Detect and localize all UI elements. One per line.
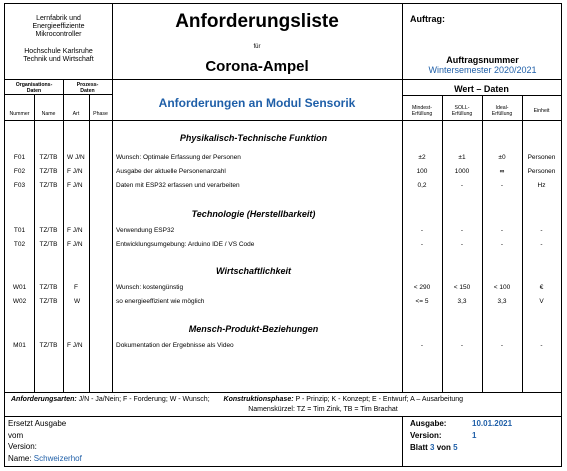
col-mindest: Mindest- Erfüllung: [411, 105, 433, 117]
version-value: 1: [472, 431, 477, 440]
row-ideal: -: [500, 241, 504, 248]
auftragsnummer-label: Auftragsnummer: [446, 55, 519, 65]
row-ideal: ∞: [499, 168, 505, 175]
row-name: TZ/TB: [39, 168, 58, 175]
row-soll: < 150: [453, 284, 471, 291]
row-name: TZ/TB: [39, 342, 58, 349]
org-line: Energieeffiziente: [32, 23, 85, 30]
fuer-label: für: [253, 44, 261, 50]
row-min: -: [420, 241, 424, 248]
namenskuerzel: Namenskürzel: TZ = Tim Zink, TB = Tim Brachat: [248, 406, 398, 413]
wert-daten-header: Wert – Daten: [454, 84, 509, 94]
row-nr: F01: [13, 154, 26, 161]
row-text: Wunsch: Optimale Erfassung der Personen: [116, 154, 241, 161]
row-name: TZ/TB: [39, 227, 58, 234]
row-art: W J/N: [67, 154, 85, 161]
row-ideal: 3,3: [497, 298, 507, 305]
blatt-line: Blatt 3 von 5: [410, 443, 458, 452]
page-title: Anforderungsliste: [175, 11, 339, 32]
version-label-left: Version:: [8, 442, 37, 451]
row-text: Wunsch: kostengünstig: [116, 284, 184, 291]
row-name: TZ/TB: [39, 154, 58, 161]
row-art: F J/N: [67, 342, 83, 349]
version-line: Version: 1: [410, 431, 477, 440]
row-ideal: -: [500, 227, 504, 234]
ausgabe-line: Ausgabe: 10.01.2021: [410, 419, 513, 428]
row-name: TZ/TB: [39, 284, 58, 291]
row-soll: -: [460, 227, 464, 234]
requirements-sheet: [4, 3, 562, 467]
row-soll: 3,3: [457, 298, 467, 305]
row-min: 0,2: [417, 182, 427, 189]
row-nr: T01: [13, 227, 26, 234]
row-text: Ausgabe der aktuelle Personenanzahl: [116, 168, 226, 175]
col-nummer: Nummer: [9, 111, 30, 117]
row-nr: T02: [13, 241, 26, 248]
phase-text: P - Prinzip; K - Konzept; E - Entwurf; A – Ausarbeitung: [293, 396, 464, 403]
col-ideal: Ideal- Erfüllung: [491, 105, 513, 117]
footer-right: [410, 418, 512, 454]
row-soll: ±1: [458, 154, 466, 161]
row-min: -: [420, 342, 424, 349]
row-text: Daten mit ESP32 erfassen und verarbeiten: [116, 182, 240, 189]
row-min: ±2: [418, 154, 426, 161]
col-phase: Phase: [93, 111, 108, 117]
row-text: Dokumentation der Ergebnisse als Video: [116, 342, 234, 349]
row-soll: 1000: [454, 168, 470, 175]
section-title: Physikalisch-Technische Funktion: [179, 133, 328, 143]
row-unit: V: [539, 298, 544, 305]
row-unit: -: [540, 342, 543, 349]
row-nr: W02: [12, 298, 27, 305]
section-title: Wirtschaftlichkeit: [216, 266, 291, 276]
row-text: Verwendung ESP32: [116, 227, 175, 234]
row-unit: Personen: [527, 154, 556, 161]
row-nr: F02: [13, 168, 26, 175]
blatt-value: 3: [430, 443, 435, 452]
legend-line-1: [11, 395, 463, 404]
row-min: <= 5: [415, 298, 429, 305]
org-line: Mikrocontroller: [35, 31, 82, 38]
row-min: -: [420, 227, 424, 234]
school-line: Hochschule Karlsruhe: [24, 48, 93, 55]
row-name: TZ/TB: [39, 298, 58, 305]
auftrag-label: Auftrag:: [410, 14, 445, 24]
row-art: F J/N: [67, 227, 83, 234]
section-title: Mensch-Produkt-Beziehungen: [188, 324, 319, 334]
row-text: so energieeffizient wie möglich: [116, 298, 205, 305]
row-art: F J/N: [67, 182, 83, 189]
module-title: Anforderungen an Modul Sensorik: [158, 96, 356, 110]
row-min: 100: [416, 168, 428, 175]
row-ideal: -: [500, 182, 504, 189]
row-nr: M01: [13, 342, 26, 349]
section-title: Technologie (Herstellbarkeit): [191, 209, 316, 219]
row-name: TZ/TB: [39, 182, 58, 189]
footer-left: [8, 418, 82, 464]
ersetzt-label: Ersetzt Ausgabe: [8, 419, 67, 428]
arten-text: J/N - Ja/Nein; F - Forderung; W - Wunsch;: [76, 396, 210, 403]
row-unit: -: [540, 241, 543, 248]
school-line: Technik und Wirtschaft: [23, 56, 94, 63]
row-name: TZ/TB: [39, 241, 58, 248]
org-block: [5, 15, 112, 64]
arten-label: Anforderungsarten:: [11, 396, 77, 403]
row-soll: -: [460, 241, 464, 248]
row-ideal: ±0: [498, 154, 506, 161]
row-nr: F03: [13, 182, 26, 189]
vom-label: vom: [8, 430, 24, 440]
row-ideal: -: [500, 342, 504, 349]
row-text: Entwicklungsumgebung: Arduino IDE / VS Code: [116, 241, 255, 248]
col-soll: SOLL- Erfüllung: [451, 105, 473, 117]
row-ideal: < 100: [493, 284, 511, 291]
row-soll: -: [460, 342, 464, 349]
row-unit: -: [540, 227, 543, 234]
row-art: W: [74, 298, 81, 305]
col-art: Art: [72, 111, 80, 117]
row-art: F: [74, 284, 78, 291]
phase-label: Konstruktionsphase:: [223, 396, 294, 403]
row-art: F J/N: [67, 241, 83, 248]
ausgabe-date: 10.01.2021: [472, 419, 513, 428]
blatt-total: 5: [453, 443, 458, 452]
row-unit: Personen: [527, 168, 556, 175]
semester-label: Wintersemester 2020/2021: [428, 65, 537, 75]
name-line: Name: Schweizerhof: [8, 453, 82, 463]
row-nr: W01: [12, 284, 27, 291]
col-einheit: Einheit: [533, 108, 550, 114]
project-title: Corona-Ampel: [205, 58, 309, 75]
row-unit: €: [539, 284, 544, 291]
org-daten-header: Organisations- Daten: [15, 82, 53, 94]
row-unit: Hz: [537, 182, 546, 189]
row-soll: -: [460, 182, 464, 189]
row-art: F J/N: [67, 168, 83, 175]
col-name: Name: [41, 111, 56, 117]
org-line: Lernfabrik und: [36, 15, 81, 22]
prozess-daten-header: Prozess- Daten: [76, 82, 99, 94]
row-min: < 290: [413, 284, 431, 291]
name-value: Schweizerhof: [33, 453, 82, 463]
